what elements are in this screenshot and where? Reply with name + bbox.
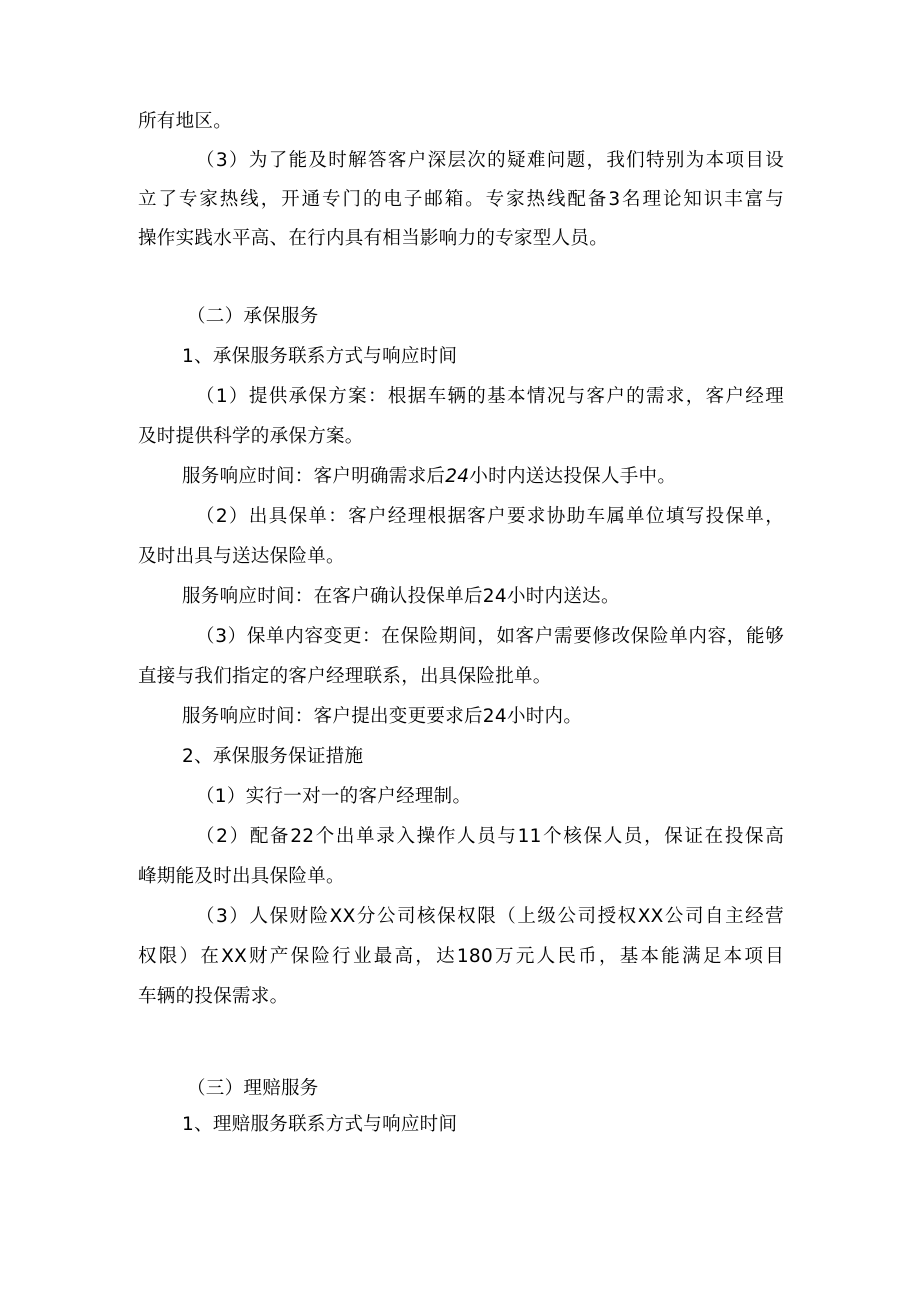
subsection-heading: 1、理赔服务联系方式与响应时间 [182, 1114, 458, 1135]
subsection-heading: 1、承保服务联系方式与响应时间 [182, 346, 458, 367]
text-line: 及时提供科学的承保方案。 [138, 426, 364, 447]
text-line: （3）保单内容变更：在保险期间，如客户需要修改保险单内容，能够 [196, 626, 784, 647]
text-line: 服务响应时间：在客户确认投保单后24小时内送达。 [182, 586, 620, 607]
text-line: 服务响应时间：客户提出变更要求后24小时内。 [182, 706, 583, 727]
text-line: （2）配备22个出单录入操作人员与11个核保人员，保证在投保高 [196, 826, 784, 847]
text-line: 立了专家热线，开通专门的电子邮箱。专家热线配备3名理论知识丰富与 [138, 189, 784, 210]
section-heading: （三）理赔服务 [187, 1078, 319, 1099]
text-line: 权限）在XX财产保险行业最高，达180万元人民币，基本能满足本项目 [138, 946, 784, 967]
text-line: 服务响应时间：客户明确需求后24小时内送达投保人手中。 [182, 466, 677, 487]
text-line: 及时出具与送达保险单。 [138, 546, 345, 567]
text-line: （1）实行一对一的客户经理制。 [196, 786, 472, 807]
text-line: （3）为了能及时解答客户深层次的疑难问题，我们特别为本项目设 [196, 150, 784, 171]
text-line: 峰期能及时出具保险单。 [138, 866, 345, 887]
text-line: 直接与我们指定的客户经理联系，出具保险批单。 [138, 666, 552, 687]
section-heading: （二）承保服务 [187, 306, 319, 327]
text-line: 操作实践水平高、在行内具有相当影响力的专家型人员。 [138, 228, 609, 249]
text-line: （1）提供承保方案：根据车辆的基本情况与客户的需求，客户经理 [196, 386, 784, 407]
text-line: （2）出具保单：客户经理根据客户要求协助车属单位填写投保单， [196, 506, 784, 527]
text-line: （3）人保财险XX分公司核保权限（上级公司授权XX公司自主经营 [196, 906, 784, 927]
text-line: 车辆的投保需求。 [138, 986, 289, 1007]
subsection-heading: 2、承保服务保证措施 [182, 746, 364, 767]
text-line: 所有地区。 [138, 111, 233, 132]
